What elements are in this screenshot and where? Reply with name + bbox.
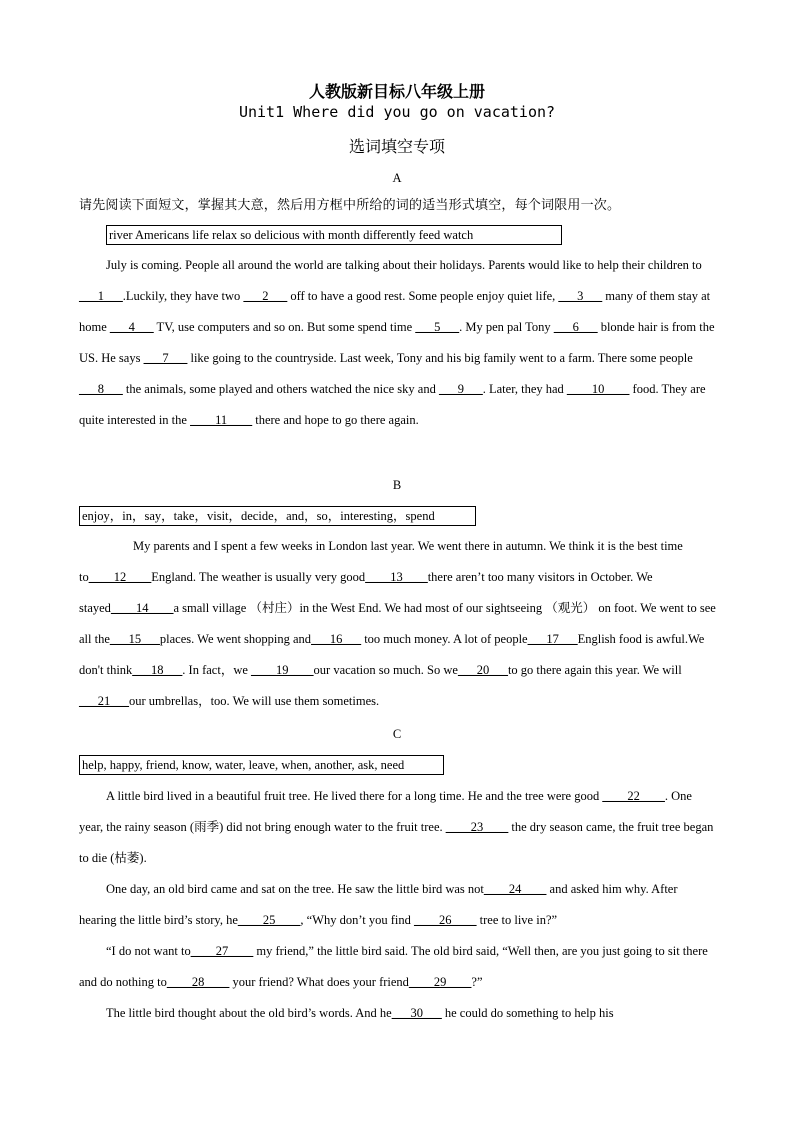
blank-27[interactable]: ____27____: [190, 944, 254, 958]
blank-28[interactable]: ____28____: [166, 975, 230, 989]
section-b-word-box: enjoy，in，say，take，visit，decide，and，so，interesting，spend: [79, 506, 476, 526]
blank-1[interactable]: ___1___: [79, 289, 123, 303]
blank-17[interactable]: ___17___: [527, 632, 578, 646]
section-a-label: A: [392, 171, 402, 185]
blank-30[interactable]: ___30___: [391, 1006, 442, 1020]
blank-15[interactable]: ___15___: [109, 632, 160, 646]
blank-16[interactable]: ___16___: [311, 632, 362, 646]
blank-10[interactable]: ____10____: [566, 382, 630, 396]
passage-paragraph: July is coming. People all around the world are talking about their holidays. Parents would like to help their children to ___1___.Luckily, they have two ___2___ off to have a good rest. Some people enjoy quiet life, ___3___ many of them stay at home ___4___ TV, use computers and so on. But some spend time ___5___. My pen pal Tony ___6___ blonde hair is from the US. He says ___7___ like going to the countryside. Last week, Tony and his big family went to a farm. There some people ___8___ the animals, some played and others watched the nice sky and ___9___. Later, they had ____10____ food. They are quite interested in the ____11____ there and hope to go there again.: [79, 258, 715, 427]
blank-19[interactable]: ____19____: [251, 663, 314, 677]
blank-21[interactable]: ___21___: [79, 694, 129, 708]
blank-13[interactable]: ____13____: [365, 570, 428, 584]
section-a-passage: [79, 250, 719, 436]
blank-4[interactable]: ___4___: [109, 320, 154, 334]
blank-12[interactable]: ____12____: [88, 570, 152, 584]
blank-25[interactable]: ____25____: [237, 913, 301, 927]
passage-paragraph: My parents and I spent a few weeks in London last year. We went there in autumn. We think it is the best time to____12____England. The weather is usually very good____13____there aren’t too many visitors in October. We stayed____14____a small village （村庄）in the West End. We had most of our sightseeing （观光） on foot. We went to see all the___15___places. We went shopping and___16___ too much money. A lot of people___17___English food is awful.We don't think___18___. In fact，we ____19____our vacation so much. So we___20___to go there again this year. We will ___21___our umbrellas，too. We will use them sometimes.: [79, 539, 716, 708]
passage-paragraph: “I do not want to____27____ my friend,” the little bird said. The old bird said, “Well then, are you just going to sit there and do nothing to____28____ your friend? What does your friend____29____?”: [79, 944, 708, 989]
section-a-word-box: river Americans life relax so delicious with month differently feed watch: [106, 225, 562, 245]
blank-29[interactable]: ____29____: [408, 975, 472, 989]
section-b-passage: [79, 531, 721, 717]
blank-14[interactable]: ____14____: [110, 601, 174, 615]
section-c-label: C: [392, 727, 402, 741]
blank-20[interactable]: ___20___: [457, 663, 508, 677]
section-b-label: B: [392, 478, 402, 492]
blank-3[interactable]: ___3___: [558, 289, 603, 303]
title-exercise-type: 选词填空专项: [348, 137, 445, 156]
blank-6[interactable]: ___6___: [553, 320, 598, 334]
blank-24[interactable]: ____24____: [483, 882, 547, 896]
blank-11[interactable]: ____11____: [190, 413, 253, 427]
section-c-word-box: help, happy, friend, know, water, leave, when, another, ask, need: [79, 755, 444, 775]
blank-26[interactable]: ____26____: [414, 913, 477, 927]
passage-paragraph: A little bird lived in a beautiful fruit tree. He lived there for a long time. He and the tree were good ____22____. One year, the rainy season (雨季) did not bring enough water to the fruit tree. ____23____ the dry season came, the fruit tree began to die (枯萎).: [79, 789, 714, 865]
blank-18[interactable]: ___18___: [132, 663, 183, 677]
blank-22[interactable]: ____22____: [602, 789, 665, 803]
title-unit: Unit1 Where did you go on vacation?: [238, 103, 556, 121]
blank-9[interactable]: ___9___: [438, 382, 483, 396]
passage-paragraph: One day, an old bird came and sat on the tree. He saw the little bird was not____24____ and asked him why. After hearing the little bird’s story, he____25____, “Why don’t you find ____26____ tree to live in?”: [79, 882, 678, 927]
blank-7[interactable]: ___7___: [143, 351, 188, 365]
section-a-instruction: 请先阅读下面短文，掌握其大意，然后用方框中所给的词的适当形式填空，每个词限用一次。: [79, 198, 621, 213]
section-c-passage: [79, 781, 715, 1029]
passage-paragraph: The little bird thought about the old bird’s words. And he___30___ he could do something to help his: [106, 1006, 614, 1020]
title-textbook: 人教版新目标八年级上册: [308, 82, 485, 101]
blank-23[interactable]: ____23____: [445, 820, 509, 834]
blank-5[interactable]: ___5___: [415, 320, 460, 334]
blank-8[interactable]: ___8___: [79, 382, 123, 396]
blank-2[interactable]: ___2___: [243, 289, 288, 303]
